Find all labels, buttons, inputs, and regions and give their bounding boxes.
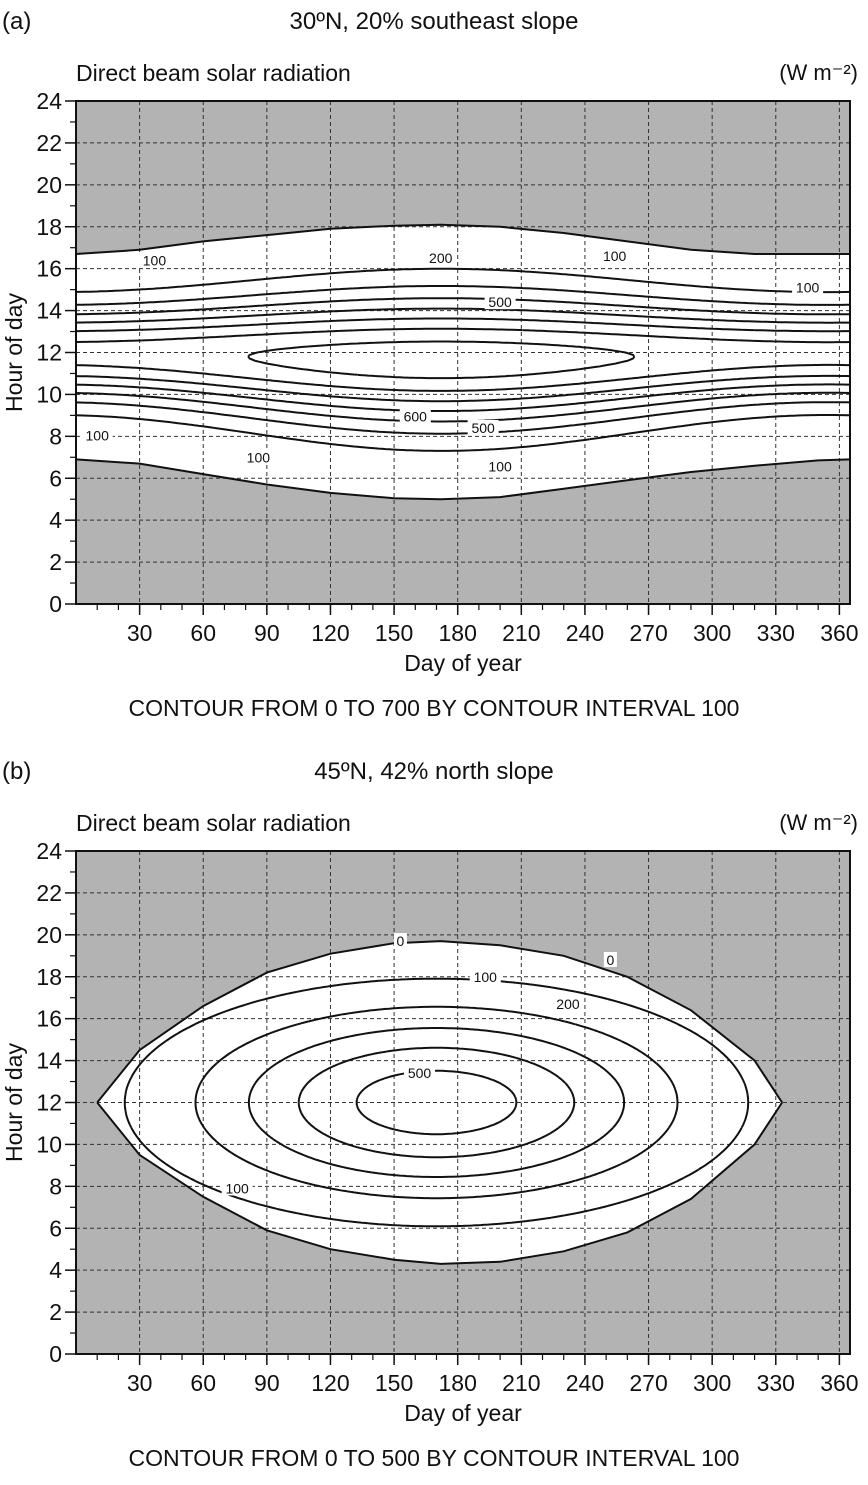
y-tick-label: 2 — [49, 1299, 62, 1326]
x-tick-label: 360 — [820, 620, 859, 646]
y-tick-label: 20 — [36, 921, 62, 948]
contour-label: 0 — [606, 951, 615, 968]
panel-title: 30ºN, 20% southeast slope — [289, 8, 579, 35]
y-tick-label: 2 — [49, 549, 62, 576]
x-tick-label: 90 — [254, 1370, 280, 1396]
panel-title: 45ºN, 42% north slope — [314, 758, 554, 785]
panel-b — [0, 750, 868, 1485]
y-tick-label: 20 — [36, 171, 62, 198]
contour-label: 100 — [246, 449, 271, 466]
y-tick-label: 18 — [36, 213, 62, 240]
x-tick-label: 150 — [374, 620, 414, 646]
y-tick-label: 14 — [36, 297, 62, 324]
x-tick-label: 210 — [502, 1370, 541, 1396]
x-tick-label: 180 — [438, 620, 477, 646]
y-tick-label: 12 — [36, 339, 62, 366]
units-label: (W m⁻²) — [779, 60, 858, 85]
x-tick-label: 90 — [254, 620, 280, 646]
y-tick-label: 8 — [49, 1173, 62, 1200]
y-tick-label: 24 — [36, 88, 62, 114]
x-tick-label: 120 — [311, 620, 350, 646]
y-tick-label: 4 — [49, 507, 62, 534]
y-tick-label: 4 — [49, 1257, 62, 1284]
x-tick-label: 330 — [756, 620, 795, 646]
y-tick-label: 8 — [49, 423, 62, 450]
x-axis-label: Day of year — [404, 1400, 522, 1426]
contour-label: 100 — [85, 427, 109, 444]
y-axis-label: Hour of day — [1, 1043, 27, 1162]
field-label: Direct beam solar radiation — [76, 810, 351, 836]
x-axis-label: Day of year — [404, 650, 522, 676]
contour-label: 200 — [556, 995, 580, 1012]
x-tick-label: 360 — [820, 1370, 859, 1396]
x-tick-label: 300 — [692, 620, 732, 646]
y-axis-label: Hour of day — [1, 293, 27, 412]
contour-label: 100 — [488, 458, 512, 475]
contour-plot-b — [0, 750, 868, 1485]
y-tick-label: 22 — [36, 879, 62, 906]
y-tick-label: 12 — [36, 1089, 62, 1116]
x-tick-label: 210 — [502, 620, 541, 646]
contour-label: 200 — [429, 250, 453, 267]
x-tick-label: 240 — [565, 620, 605, 646]
y-tick-label: 22 — [36, 129, 62, 156]
y-tick-label: 16 — [36, 255, 62, 282]
contour-label: 500 — [488, 294, 512, 311]
y-tick-label: 0 — [49, 591, 62, 617]
x-tick-label: 240 — [565, 1370, 605, 1396]
panel-a — [0, 0, 868, 735]
y-tick-label: 6 — [49, 465, 62, 492]
x-tick-label: 270 — [629, 620, 668, 646]
x-tick-label: 30 — [126, 620, 153, 646]
x-tick-label: 60 — [190, 1370, 217, 1396]
contour-label: 100 — [473, 968, 497, 985]
contour-label: 100 — [602, 248, 627, 265]
units-label: (W m⁻²) — [779, 810, 858, 835]
contour-plot-a — [0, 0, 868, 735]
y-tick-label: 6 — [49, 1215, 62, 1242]
x-tick-label: 300 — [692, 1370, 732, 1396]
contour-label: 500 — [407, 1065, 432, 1082]
x-tick-label: 120 — [311, 1370, 350, 1396]
y-tick-label: 14 — [36, 1047, 62, 1074]
contour-label: 100 — [142, 252, 167, 269]
panel-letter: (a) — [2, 8, 32, 35]
contour-label: 100 — [795, 279, 820, 296]
field-label: Direct beam solar radiation — [76, 60, 351, 86]
contour-label: 600 — [403, 408, 427, 425]
x-tick-label: 150 — [374, 1370, 414, 1396]
y-tick-label: 10 — [36, 381, 62, 408]
contour-label: 0 — [396, 933, 405, 950]
y-tick-label: 16 — [36, 1005, 62, 1032]
y-tick-label: 18 — [36, 963, 62, 990]
x-tick-label: 180 — [438, 1370, 477, 1396]
x-tick-label: 270 — [629, 1370, 668, 1396]
panel-letter: (b) — [2, 758, 32, 785]
contour-label: 100 — [225, 1180, 249, 1197]
x-tick-label: 330 — [756, 1370, 795, 1396]
y-tick-label: 0 — [49, 1341, 62, 1367]
contour-footer: CONTOUR FROM 0 TO 500 BY CONTOUR INTERVAL 100 — [128, 1445, 740, 1471]
daylight-region — [76, 225, 850, 500]
y-tick-label: 24 — [36, 838, 62, 864]
contour-label: 500 — [471, 419, 495, 436]
contour-footer: CONTOUR FROM 0 TO 700 BY CONTOUR INTERVAL 100 — [128, 695, 740, 721]
x-tick-label: 30 — [126, 1370, 153, 1396]
y-tick-label: 10 — [36, 1131, 62, 1158]
x-tick-label: 60 — [190, 620, 217, 646]
